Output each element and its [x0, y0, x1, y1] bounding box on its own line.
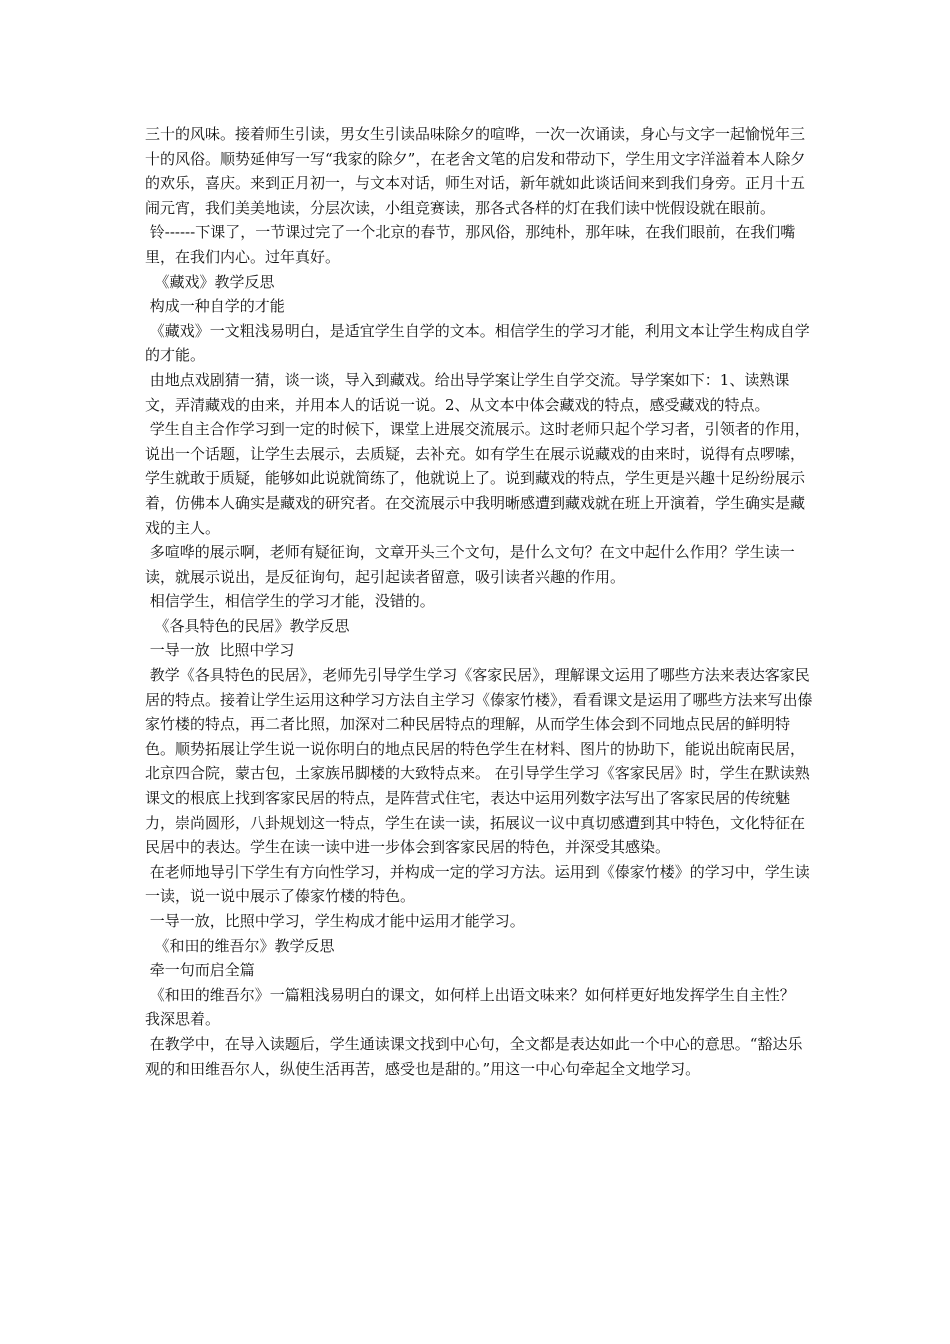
paragraph-zangxi-intro: 《藏戏》一文粗浅易明白，是适宜学生自学的文本。相信学生的学习才能，利用文本让学生构成自学的才能。 — [145, 321, 810, 365]
document-body — [145, 122, 817, 1081]
paragraph-spring-festival-reading: 三十的风味。接着师生引读，男女生引读品味除夕的喧哗，一次一次诵读，身心与文字一起愉悦年三十的风俗。顺势延伸写一写“我家的除夕”，在老舍文笔的启发和带动下，学生用文字洋溢着本人除夕的欢乐，喜庆。来到正月初一，与文本对话，师生对话，新年就如此谈话间来到我们身旁。正月十五闹元宵，我们美美地读，分层次读，小组竞赛读，那各式各样的灯在我们读中恍假设就在眼前。 — [145, 125, 806, 217]
subheading-one-sentence: 牵一句而启全篇 — [145, 961, 255, 980]
subheading-guide-release: 一导一放 比照中学习 — [145, 641, 295, 660]
paragraph-zangxi-guide: 由地点戏剧猜一猜，谈一谈，导入到藏戏。给出导学案让学生自学交流。导学案如下：1、读熟课文，弄清藏戏的由来，并用本人的话说一说。2、从文本中体会藏戏的特点，感受藏戏的特点。 — [145, 370, 790, 414]
paragraph-minju-method: 在老师地导引下学生有方向性学习，并构成一定的学习方法。运用到《傣家竹楼》的学习中，学生读一读，说一说中展示了傣家竹楼的特色。 — [145, 862, 810, 906]
paragraph-minju-summary: 一导一放，比照中学习，学生构成才能中运用才能学习。 — [145, 912, 525, 930]
heading-minju-reflection: 《各具特色的民居》教学反思 — [145, 616, 350, 635]
paragraph-minju-teaching: 教学《各具特色的民居》，老师先引导学生学习《客家民居》，理解课文运用了哪些方法来表达客家民居的特点。接着让学生运用这种学习方法自主学习《傣家竹楼》，看看课文是运用了哪些方法来写出傣家竹楼的特点，再二者比照，加深对二种民居特点的理解，从而学生体会到不同地点民居的鲜明特色。顺势拓展让学生说一说你明白的地点民居的特色学生在材料、图片的协助下，能说出皖南民居，北京四合院，蒙古包，土家族吊脚楼的大致特点来。 在引导学生学习《客家民居》时，学生在默读熟课文的根底上找到客家民居的特点，是阵营式住宅，表达中运用列数字法写出了客家民居的传统魅力，崇尚圆形，八卦规划这一特点，学生在读一读，拓展议一议中真切感遭到其中特色，文化特征在民居中的表达。学生在读一读中进一步体会到客家民居的特色，并深受其感染。 — [145, 666, 813, 857]
paragraph-class-end: 铃------下课了，一节课过完了一个北京的春节，那风俗，那纯朴，那年味，在我们眼前，在我们嘴里，在我们内心。过年真好。 — [145, 223, 796, 266]
paragraph-zangxi-question: 多喧哗的展示啊，老师有疑征询，文章开头三个文句，是什么文句？在文中起什么作用？学生读一读，就展示说出，是反征询句，起引起读者留意，吸引读者兴趣的作用。 — [145, 543, 795, 586]
paragraph-zangxi-exchange: 学生自主合作学习到一定的时候下，课堂上进展交流展示。这时老师只起个学习者，引领者的作用，说出一个话题，让学生去展示，去质疑，去补充。如有学生在展示说藏戏的由来时，说得有点啰嗦，学生就敢于质疑，能够如此说就简练了，他就说上了。说到藏戏的特点，学生更是兴趣十足纷纷展示着，仿佛本人确实是藏戏的研究者。在交流展示中我明晰感遭到藏戏就在班上开演着，学生确实是藏戏的主人。 — [145, 420, 810, 537]
heading-hetian-reflection: 《和田的维吾尔》教学反思 — [145, 936, 335, 955]
subheading-self-study-ability: 构成一种自学的才能 — [145, 297, 285, 316]
paragraph-hetian-question: 《和田的维吾尔》一篇粗浅易明白的课文，如何样上出语文味来？如何样更好地发挥学生自主性？ — [145, 985, 795, 1004]
paragraph-hetian-thinking: 我深思着。 — [145, 1010, 221, 1029]
paragraph-zangxi-trust: 相信学生，相信学生的学习才能，没错的。 — [145, 592, 435, 611]
paragraph-hetian-teaching: 在教学中，在导入读题后，学生通读课文找到中心句，全文都是表达如此一个中心的意思。“豁达乐观的和田维吾尔人，纵使生活再苦，感受也是甜的。”用这一中心句牵起全文地学习。 — [145, 1034, 803, 1078]
heading-zangxi-reflection: 《藏戏》教学反思 — [145, 272, 275, 291]
